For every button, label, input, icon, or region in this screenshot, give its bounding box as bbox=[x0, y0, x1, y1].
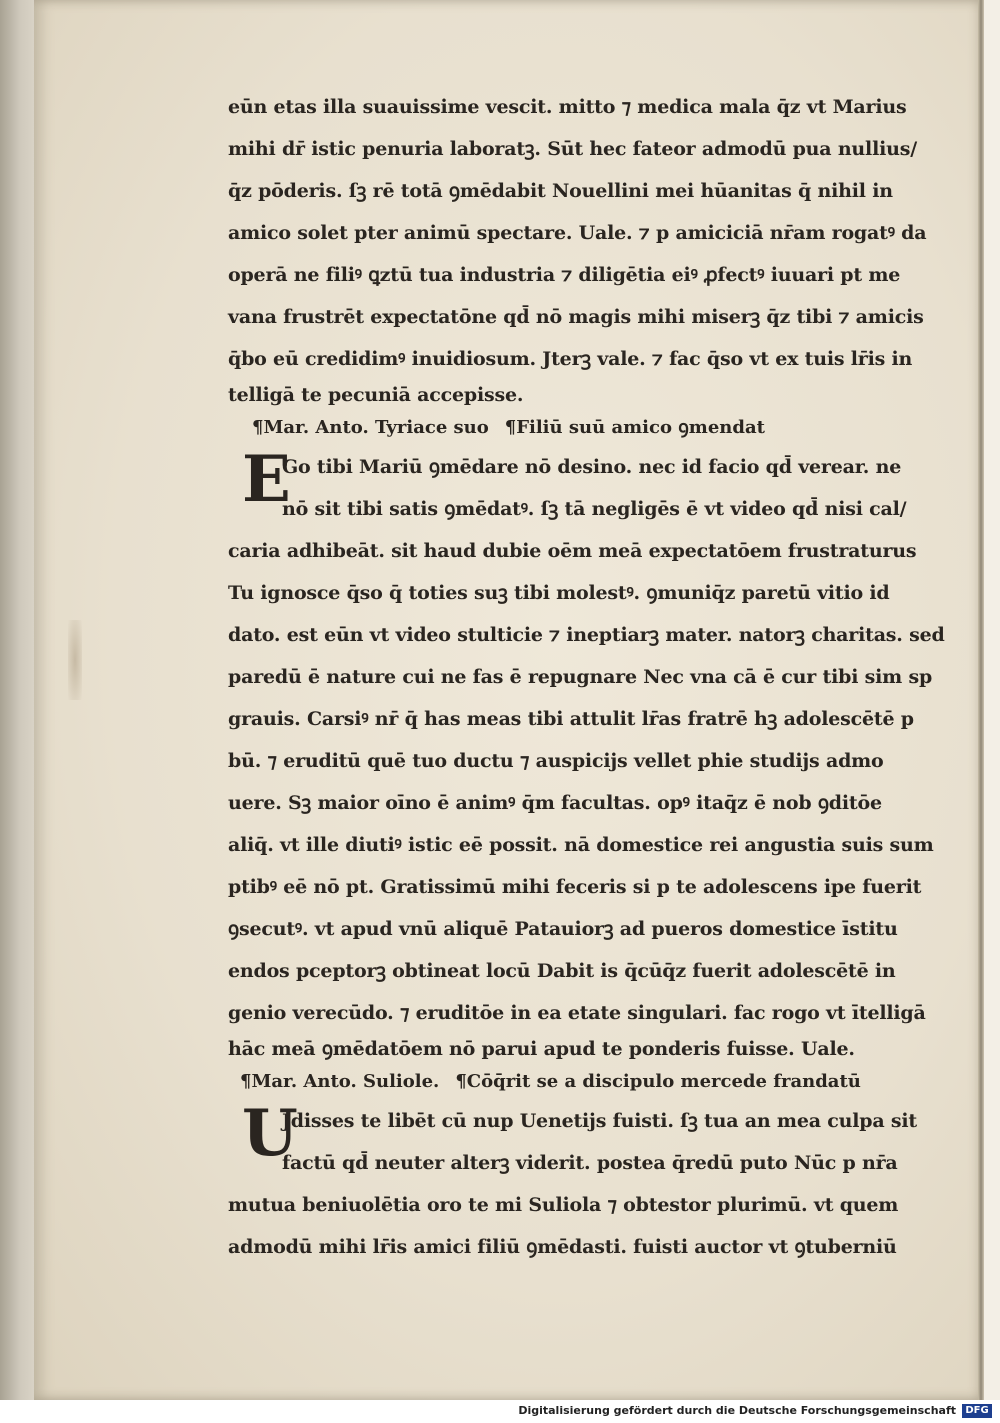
text-line: caria adhibeāt. sit haud dubie oēm meā expectatōem frustraturus bbox=[228, 540, 917, 562]
text-line: Jdisses te libēt cū nup Uenetijs fuisti. ſꝫ tua an mea culpa sit bbox=[282, 1110, 917, 1132]
letter-heading-recipient: ¶Mar. Anto. Suliole. bbox=[240, 1071, 440, 1092]
dfg-logo: DFG bbox=[962, 1404, 992, 1418]
letter-heading bbox=[240, 1064, 868, 1100]
text-line: ptibꝰ eē nō pt. Gratissimū mihi feceris si p te adolescens ipe fuerit bbox=[228, 876, 922, 898]
text-line: eūn etas illa suauissime vescit. mitto ⁊ medica mala q̄z vt Marius bbox=[228, 96, 907, 118]
letter-heading bbox=[252, 410, 868, 446]
text-line: telligā te pecuniā accepisse. bbox=[228, 384, 524, 406]
text-line: q̄bo eū credidimꝰ inuidiosum. Jterꝫ vale. ⁊ fac q̄so vt ex tuis lr̄is in bbox=[228, 348, 913, 370]
text-line: grauis. Carsiꝰ nr̄ q̄ has meas tibi attulit lr̄as fratrē hꝫ adolescētē p bbox=[228, 708, 914, 730]
text-line: amico solet pter animū spectare. Uale. ⁊ p amiciciā nr̄am rogatꝰ da bbox=[228, 222, 927, 244]
right-page-strip bbox=[984, 0, 1000, 1400]
decorated-initial: U bbox=[242, 1096, 298, 1171]
footer-bar bbox=[0, 1400, 1000, 1423]
text-line: q̄z pōderis. ſꝫ rē totā ꝯmēdabit Nouellini mei hūanitas q̄ nihil in bbox=[228, 180, 893, 202]
text-line: Go tibi Mariū ꝯmēdare nō desino. nec id facio qd̄ verear. ne bbox=[282, 456, 902, 478]
text-line: factū qd̄ neuter alterꝫ viderit. postea q̄redū puto Nūc p nr̄a bbox=[282, 1152, 898, 1174]
text-line: bū. ⁊ eruditū quē tuo ductu ⁊ auspicijs vellet phie studijs admo bbox=[228, 750, 884, 772]
text-line: vana frustrēt expectatōne qd̄ nō magis mihi miserꝫ q̄z tibi ⁊ amicis bbox=[228, 306, 924, 328]
text-line: Tu ignosce q̄so q̄ toties suꝫ tibi molestꝰ. ꝯmuniq̄z paretū vitio id bbox=[228, 582, 890, 604]
text-line: genio verecūdo. ⁊ eruditōe in ea etate singulari. fac rogo vt ītelligā bbox=[228, 1002, 926, 1024]
text-line: mihi dr̄ istic penuria laboratꝫ. Sūt hec fateor admodū pua nullius/ bbox=[228, 138, 917, 160]
funding-credit: Digitalisierung gefördert durch die Deutsche Forschungsgemeinschaft bbox=[518, 1404, 956, 1417]
letter-body bbox=[228, 442, 945, 1064]
letter-body bbox=[228, 1096, 917, 1268]
text-line: aliq̄. vt ille diutiꝰ istic eē possit. nā domestice rei angustia suis sum bbox=[228, 834, 934, 856]
text-line: operā ne filiꝰ ꝗztū tua industria ⁊ diligētia eiꝰ ꝓfectꝰ iuuari pt me bbox=[228, 264, 901, 286]
letter-heading-summary: ¶Cōq̄rit se a discipulo mercede frandatū bbox=[455, 1071, 861, 1092]
text-line: ꝯsecutꝰ. vt apud vnū aliquē Patauiorꝫ ad pueros domestice īstitu bbox=[228, 918, 898, 940]
text-line: paredū ē nature cui ne fas ē repugnare Nec vna cā ē cur tibi sim sp bbox=[228, 666, 933, 688]
text-line: hāc meā ꝯmēdatōem nō parui apud te ponderis fuisse. Uale. bbox=[228, 1038, 855, 1060]
letter-heading-summary: ¶Filiū suū amico ꝯmendat bbox=[504, 417, 765, 438]
text-line: dato. est eūn vt video stulticie ⁊ ineptiarꝫ mater. natorꝫ charitas. sed bbox=[228, 624, 945, 646]
text-line: endos pceptorꝫ obtineat locū Dabit is q̄cūq̄z fuerit adolescētē in bbox=[228, 960, 896, 982]
text-line: nō sit tibi satis ꝯmēdatꝰ. ſꝫ tā negligēs ē vt video qd̄ nisi cal/ bbox=[282, 498, 907, 520]
decorated-initial: E bbox=[242, 442, 291, 517]
text-line: uere. Sꝫ maior oīno ē animꝰ q̄m facultas. opꝰ itaq̄z ē nob ꝯditōe bbox=[228, 792, 882, 814]
letter-heading-recipient: ¶Mar. Anto. Tyriace suo bbox=[252, 417, 489, 438]
text-line: mutua beniuolētia oro te mi Suliola ⁊ obtestor plurimū. vt quem bbox=[228, 1194, 899, 1216]
paper-stain bbox=[68, 620, 82, 700]
page-text-block bbox=[228, 86, 945, 1268]
text-line: admodū mihi lr̄is amici filiū ꝯmēdasti. fuisti auctor vt ꝯtuberniū bbox=[228, 1236, 897, 1258]
